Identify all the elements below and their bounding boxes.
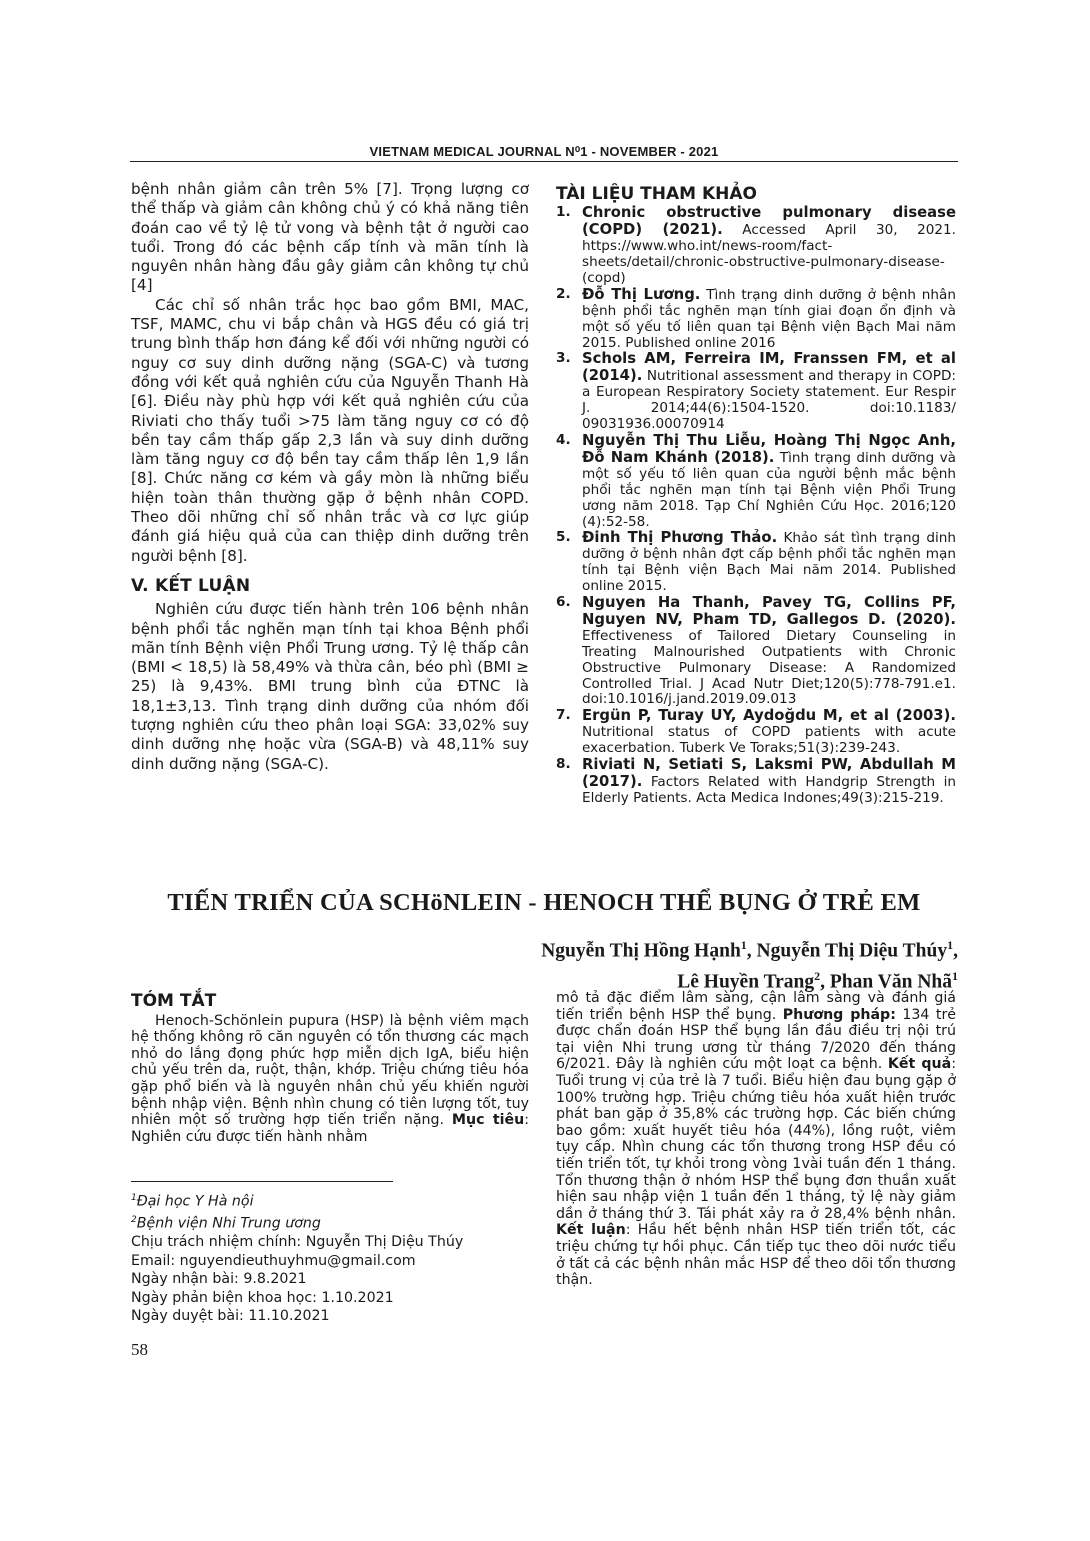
- discussion-paragraph: Các chỉ số nhân trắc học bao gồm BMI, MAC, TSF, MAMC, chu vi bắp chân và HGS đều có giá trị trung bình thấp hơn đáng kể đối với những người có nguy cơ suy dinh dưỡng nặng (SGA-C) và tương đồng với kết quả nghiên cứu của Nguyễn Thanh Hà [6]. Điều này phù hợp với kết quả nghiên cứu của Riviati cho thấy tuổi >75 làm tăng nguy cơ có độ bền tay cầm thấp gấp 2,3 lần và suy dinh dưỡng làm tăng nguy cơ độ bền tay cầm thấp lên 1,9 lần [8]. Chức năng cơ kém và gầy mòn là những biểu hiện toàn thân thường gặp ở bệnh nhân COPD. Theo dõi những chỉ số nhân trắc và cơ lực giúp đánh giá hiệu quả của can thiệp dinh dưỡng trên người bệnh [8].: [131, 295, 529, 565]
- references-section: [556, 185, 956, 807]
- reference-author: Nguyen Ha Thanh, Pavey TG, Collins PF, Nguyen NV, Pham TD, Gallegos D. (2020).: [582, 594, 956, 628]
- author-name: , Nguyễn Thị Diệu Thúy: [746, 940, 948, 962]
- page-number: 58: [131, 1340, 148, 1359]
- reference-item: [556, 205, 956, 287]
- reference-author: Đinh Thị Phương Thảo.: [582, 529, 778, 547]
- abstract-label-objective: Mục tiêu: [451, 1112, 525, 1129]
- approval-date: Ngày duyệt bài: 11.10.2021: [131, 1307, 330, 1324]
- abstract-text: : Tuổi trung vị của trẻ là 7 tuổi. Biểu hiện đau bụng gặp ở 100% trường hợp. Triệu chứng tiêu hóa xuất hiện trước phát ban gặp ở 35,8% các trường hợp. Các biến chứng bao gồm: xuất huyết tiêu hóa (44%), lồng ruột, viêm tụy cấp. Nhìn chung các tổn thương trong HSP đều có tiến triển tốt, tự khỏi trong vòng 1vài tuần đến 1 tháng. Tổn thương thận ở nhóm HSP thể bụng đơn thuần xuất hiện sau nhập viện 1 tuần đến 1 tháng, tỷ lệ này giảm dần ở tháng thứ 3. Tái phát xảy ra ở 28,4% bệnh nhân.: [556, 1056, 956, 1222]
- reference-item: [556, 757, 956, 807]
- abstract-text: : Hầu hết bệnh nhân HSP tiến triển tốt, các triệu chứng tự hồi phục. Cần tiếp tục theo dõi nước tiểu ở tất cả các bệnh nhân mắc HSP để theo dõi tổn thương thận.: [556, 1222, 956, 1289]
- responsible-author: Chịu trách nhiệm chính: Nguyễn Thị Diệu Thúy: [131, 1234, 464, 1251]
- footnotes: [131, 1189, 529, 1325]
- abstract-label-conclusion: Kết luận: [556, 1222, 626, 1239]
- references-title: TÀI LIỆU THAM KHẢO: [556, 184, 757, 204]
- reference-author: Schols AM, Ferreira IM, Franssen FM, et al (2014).: [582, 350, 956, 385]
- reference-author: Riviati N, Setiati S, Laksmi PW, Abdullah M (2017).: [582, 756, 956, 791]
- reference-number: 1.: [556, 204, 571, 221]
- affiliation-mark: 2: [814, 968, 821, 983]
- abstract-text: Henoch-Schönlein pupura (HSP) là bệnh viêm mạch hệ thống không rõ căn nguyên có tổn thương các mạch nhỏ do lắng đọng phức hợp miễn dịch IgA, biểu hiện chủ yếu trên da, ruột, thận, khớp. Triệu chứng tiêu hóa gặp phổ biến và là nguyên nhân chủ yếu khiến người bệnh nhập viện. Bệnh nhìn chung có tiên lượng tốt, tuy nhiên một số trường hợp tiến triển nặng.: [131, 1012, 529, 1129]
- reference-author: Chronic obstructive pulmonary disease (COPD) (2021).: [582, 204, 956, 239]
- affiliation-mark: 1: [131, 1193, 137, 1203]
- affiliation-text: Bệnh viện Nhi Trung ương: [136, 1215, 321, 1232]
- abstract-text: : Nghiên cứu được tiến hành nhằm: [131, 1112, 529, 1145]
- journal-header: VIETNAM MEDICAL JOURNAL N⁰1 - NOVEMBER - 2021: [369, 144, 719, 159]
- reference-number: 7.: [556, 707, 571, 724]
- reference-author: Ergün P, Turay UY, Aydoğdu M, et al (2003).: [582, 707, 956, 725]
- reference-item: [556, 433, 956, 530]
- discussion-paragraph: bệnh nhân giảm cân trên 5% [7]. Trọng lượng cơ thể thấp và giảm cân không chủ ý có khả năng tiên đoán cao về tỷ lệ tử vong và bệnh tật ở người cao tuổi. Trong đó các bệnh cấp tính và mãn tính là nguyên nhân hàng đầu gây giảm cân không tự chủ [4]: [131, 180, 529, 295]
- abstract-paragraph: [556, 990, 956, 1289]
- reference-item: [556, 351, 956, 433]
- affiliation-mark: 1: [947, 938, 954, 952]
- header-rule: [130, 161, 958, 162]
- abstract-label-result: Kết quả: [887, 1056, 952, 1073]
- author-name: Nguyễn Thị Hồng Hạnh: [541, 940, 741, 962]
- reference-number: 3.: [556, 350, 571, 367]
- reference-item: [556, 287, 956, 352]
- affiliation-footnote: [131, 1211, 529, 1233]
- abstract-right: [556, 990, 956, 1289]
- reference-text: Tình trạng dinh dưỡng ở bệnh nhân bệnh phổi tắc nghẽn mạn tính giai đoạn ổn định và một số yếu tố liên quan tại Bệnh viện Bạch Mai năm 2015. Published online 2016: [582, 286, 956, 351]
- footnote-rule: [131, 1181, 393, 1182]
- reference-text: Tình trạng dinh dưỡng và một số yếu tố liên quan của người bệnh mắc bệnh phổi tắc nghẽn mạn tính tại Bệnh viện Phổi Trung ương năm 2018. Tạp Chí Nghiên Cứu Học. 2016;120 (4):52-58.: [582, 449, 956, 530]
- reference-number: 4.: [556, 431, 571, 448]
- reference-text: Nutritional status of COPD patients with acute exacerbation. Tuberk Ve Toraks;51(3):239-243.: [582, 724, 956, 757]
- reference-text: Accessed April 30, 2021. https://www.who.int/news-room/fact-sheets/detail/chronic-obstructive-pulmonary-disease-(copd): [582, 222, 956, 286]
- reference-number: 6.: [556, 594, 571, 611]
- abstract-label-method: Phương pháp:: [782, 1006, 896, 1023]
- reference-list: [556, 205, 956, 807]
- reference-text: Nutritional assessment and therapy in COPD: a European Respiratory Society statement. Eur Respir J. 2014;44(6):1504-1520. doi:10.1183/ 09031936.00070914: [582, 368, 956, 433]
- article-title: TIẾN TRIỂN CỦA SCHöNLEIN - HENOCH THỂ BỤNG Ở TRẺ EM: [167, 889, 921, 916]
- abstract-text: mô tả đặc điểm lâm sàng, cận lâm sàng và đánh giá tiến triển bệnh HSP thể bụng.: [556, 990, 956, 1023]
- abstract-text: 134 trẻ được chẩn đoán HSP thể bụng lần đầu điều trị nội trú tại viện Nhi trung ương từ tháng 7/2020 đến tháng 6/2021. Đây là nghiên cứu một loạt ca bệnh.: [556, 1006, 956, 1073]
- reference-number: 5.: [556, 529, 571, 546]
- reference-author: Đỗ Thị Lương.: [582, 285, 701, 303]
- abstract-left: [131, 993, 529, 1145]
- received-date: Ngày nhận bài: 9.8.2021: [131, 1271, 307, 1288]
- reference-number: 8.: [556, 756, 571, 773]
- affiliation-mark: 2: [131, 1215, 137, 1226]
- conclusion-paragraph: Nghiên cứu được tiến hành trên 106 bệnh nhân bệnh phổi tắc nghẽn mạn tính tại khoa Bệnh phổi mãn tính Bệnh viện Phổi Trung ương. Tỷ lệ thấp cân (BMI < 18,5) là 58,49% và thừa cân, béo phì (BMI ≥ 25) là 9,43%. BMI trung bình của ĐTNC là 18,1±3,13. Tình trạng dinh dưỡng của nhóm đối tượng nghiên cứu theo phân loại SGA: 33,02% suy dinh dưỡng nhẹ hoặc vừa (SGA-B) và 48,11% suy dinh dưỡng nặng (SGA-C).: [131, 600, 529, 773]
- left-column: [131, 180, 529, 774]
- affiliation-footnote: [131, 1189, 529, 1211]
- conclusion-heading: V. KẾT LUẬN: [131, 575, 251, 596]
- reference-author: Nguyễn Thị Thu Liễu, Hoàng Thị Ngọc Anh, Đỗ Nam Khánh (2018).: [582, 431, 956, 466]
- affiliation-mark: 1: [740, 938, 747, 952]
- reference-text: Effectiveness of Tailored Dietary Counseling in Treating Malnourished Outpatients with Chronic Obstructive Pulmonary Disease: A Randomized Controlled Trial. J Acad Nutr Diet;120(5):778-791.e1. doi:10.1016/j.jand.2019.09.013: [582, 627, 956, 708]
- separator: ,: [953, 940, 958, 962]
- affiliation-mark: 1: [952, 968, 958, 983]
- reference-text: Khảo sát tình trạng dinh dưỡng ở bệnh nhân đợt cấp bệnh phổi tắc nghẽn mạn tính tại Bệnh viện Bạch Mai năm 2014. Published online 2015.: [582, 530, 956, 595]
- author-name: Lê Huyền Trang: [677, 971, 815, 992]
- reference-item: [556, 530, 956, 595]
- author-line: [358, 933, 958, 964]
- reference-item: [556, 595, 956, 708]
- reference-item: [556, 708, 956, 757]
- reference-text: Factors Related with Handgrip Strength in Elderly Patients. Acta Medica Indones;49(3):215-219.: [582, 774, 956, 806]
- contact-email: Email: nguyendieuthuyhmu@gmail.com: [131, 1252, 416, 1269]
- abstract-heading: TÓM TẮT: [131, 991, 217, 1011]
- abstract-paragraph: [131, 1013, 529, 1146]
- author-list: [358, 933, 958, 994]
- reference-number: 2.: [556, 285, 571, 302]
- author-name: , Phan Văn Nhã: [820, 971, 952, 992]
- review-date: Ngày phản biện khoa học: 1.10.2021: [131, 1289, 394, 1306]
- affiliation-text: Đại học Y Hà nội: [136, 1193, 254, 1210]
